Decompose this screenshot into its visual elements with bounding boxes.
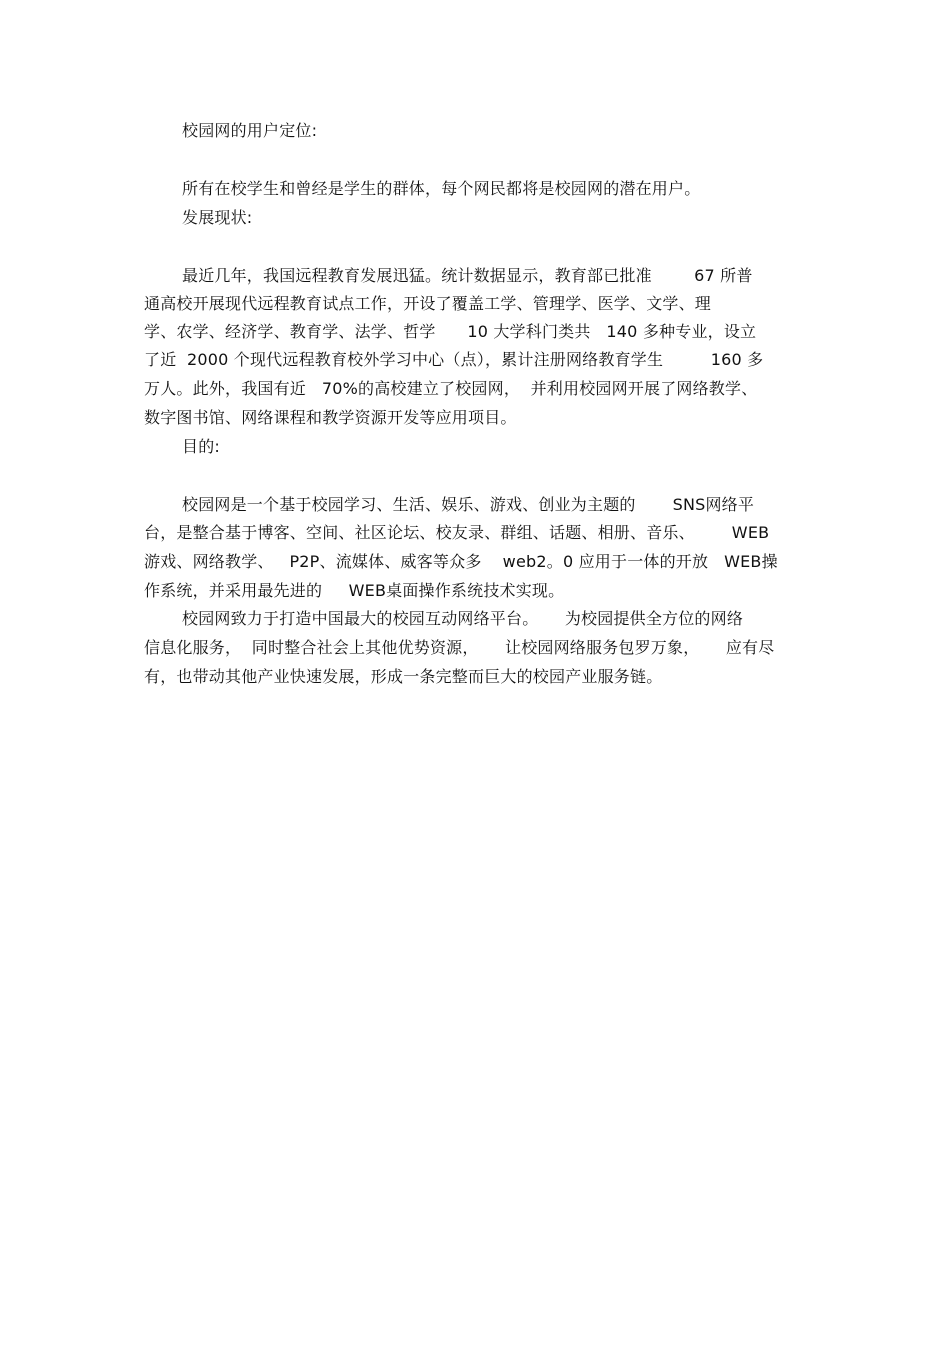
paragraph-line: 万人。此外，我国有近 70%的高校建立了校园网， 并利用校园网开展了网络教学、 <box>144 379 758 398</box>
paragraph-line: 所有在校学生和曾经是学生的群体，每个网民都将是校园网的潜在用户。 <box>182 179 701 198</box>
paragraph-line: 校园网是一个基于校园学习、生活、娱乐、游戏、创业为主题的 SNS网络平 <box>182 495 755 514</box>
paragraph-line: 有，也带动其他产业快速发展，形成一条完整而巨大的校园产业服务链。 <box>144 667 663 686</box>
paragraph-line: 学、农学、经济学、教育学、法学、哲学 10 大学科门类共 140 多种专业，设立 <box>144 322 757 341</box>
paragraph-line: 游戏、网络教学、 P2P、流媒体、威客等众多 web2。0 应用于一体的开放 WEB操 <box>144 552 778 571</box>
heading-purpose: 目的: <box>182 437 220 456</box>
heading-current-status: 发展现状: <box>182 208 253 227</box>
heading-user-positioning: 校园网的用户定位: <box>182 121 318 140</box>
paragraph-line: 作系统，并采用最先进的 WEB桌面操作系统技术实现。 <box>144 581 565 600</box>
paragraph-line: 数字图书馆、网络课程和教学资源开发等应用项目。 <box>144 408 517 427</box>
paragraph-line: 通高校开展现代远程教育试点工作，开设了覆盖工学、管理学、医学、文学、理 <box>144 294 712 313</box>
paragraph-line: 最近几年，我国远程教育发展迅猛。统计数据显示，教育部已批准 67 所普 <box>182 266 753 285</box>
paragraph-line: 台，是整合基于博客、空间、社区论坛、校友录、群组、话题、相册、音乐、 WEB <box>144 523 770 542</box>
paragraph-line: 校园网致力于打造中国最大的校园互动网络平台。 为校园提供全方位的网络 <box>182 609 744 628</box>
paragraph-line: 了近 2000 个现代远程教育校外学习中心（点），累计注册网络教育学生 160 多 <box>144 350 764 369</box>
paragraph-line: 信息化服务， 同时整合社会上其他优势资源， 让校园网络服务包罗万象， 应有尽 <box>144 638 775 657</box>
